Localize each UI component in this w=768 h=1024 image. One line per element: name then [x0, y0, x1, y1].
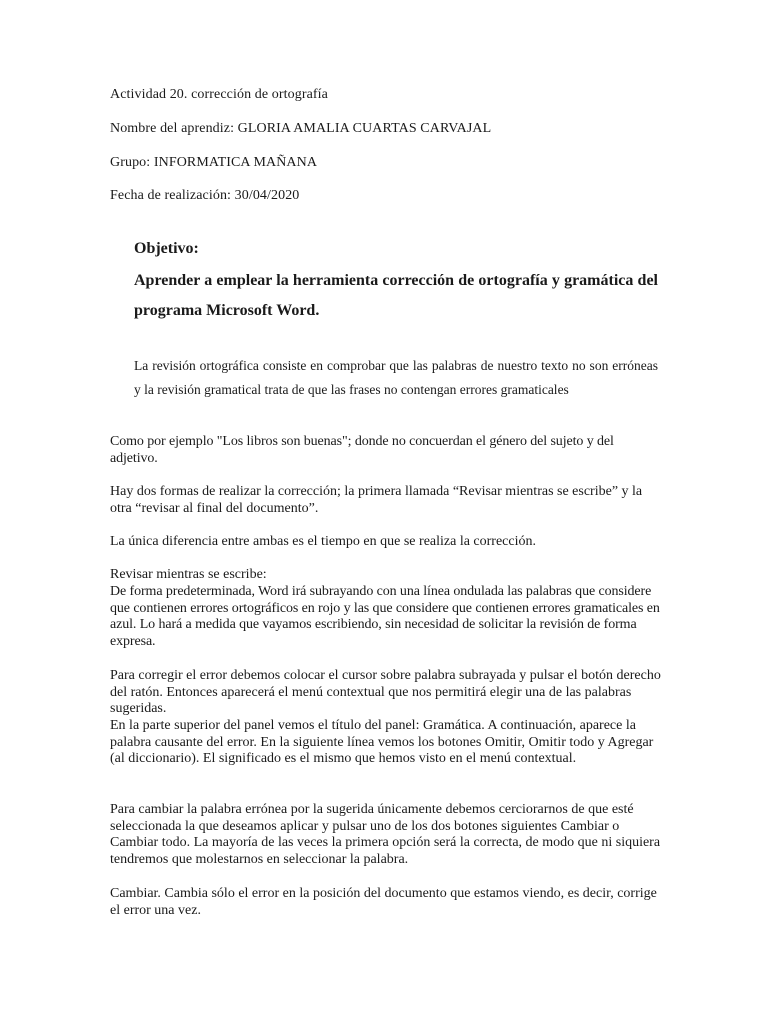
- group-line: Grupo: INFORMATICA MAÑANA: [110, 155, 318, 170]
- activity-title: Actividad 20. corrección de ortografía: [110, 87, 328, 102]
- paragraph-default-behavior: De forma predeterminada, Word irá subrayando con una línea ondulada las palabras que considere que contienen errores ortográficos en rojo y las que considere que contienen errores gramaticales en azul. Lo hará a medida que vayamos escribiendo, sin necesidad de solicitar la revisión de forma expresa.: [110, 584, 660, 650]
- objective-text: Aprender a emplear la herramienta corrección de ortografía y gramática del programa Microsoft Word.: [134, 272, 658, 319]
- student-name: Nombre del aprendiz: GLORIA AMALIA CUARTAS CARVAJAL: [110, 121, 492, 136]
- paragraph-difference: La única diferencia entre ambas es el tiempo en que se realiza la corrección.: [110, 534, 536, 549]
- paragraph-panel: En la parte superior del panel vemos el título del panel: Gramática. A continuación, aparece la palabra causante del error. En la siguiente línea vemos los botones Omitir, Omitir todo y Agregar (al diccionario). El significado es el mismo que hemos visto en el menú contextual.: [110, 718, 654, 767]
- date-line: Fecha de realización: 30/04/2020: [110, 188, 300, 203]
- intro-paragraph: La revisión ortográfica consiste en comprobar que las palabras de nuestro texto no son erróneas y la revisión gramatical trata de que las frases no contengan errores gramaticales: [134, 358, 658, 397]
- paragraph-correct-error: Para corregir el error debemos colocar el cursor sobre palabra subrayada y pulsar el botón derecho del ratón. Entonces aparecerá el menú contextual que nos permitirá elegir una de las palabras sugeridas.: [110, 668, 661, 717]
- paragraph-cambiar: Cambiar. Cambia sólo el error en la posición del documento que estamos viendo, es decir, corrige el error una vez.: [110, 886, 657, 918]
- section-heading-revisar: Revisar mientras se escribe:: [110, 567, 267, 582]
- paragraph-change-word: Para cambiar la palabra errónea por la sugerida únicamente debemos cerciorarnos de que esté seleccionada la que deseamos aplicar y pulsar uno de los dos botones siguientes Cambiar o Cambiar todo. La mayoría de las veces la primera opción será la correcta, de modo que ni siquiera tendremos que molestarnos en seleccionar la palabra.: [110, 802, 661, 868]
- objective-heading: Objetivo:: [134, 240, 199, 257]
- paragraph-two-forms: Hay dos formas de realizar la corrección; la primera llamada “Revisar mientras se escribe” y la otra “revisar al final del documento”.: [110, 484, 643, 516]
- paragraph-example: Como por ejemplo "Los libros son buenas"; donde no concuerdan el género del sujeto y del adjetivo.: [110, 434, 614, 466]
